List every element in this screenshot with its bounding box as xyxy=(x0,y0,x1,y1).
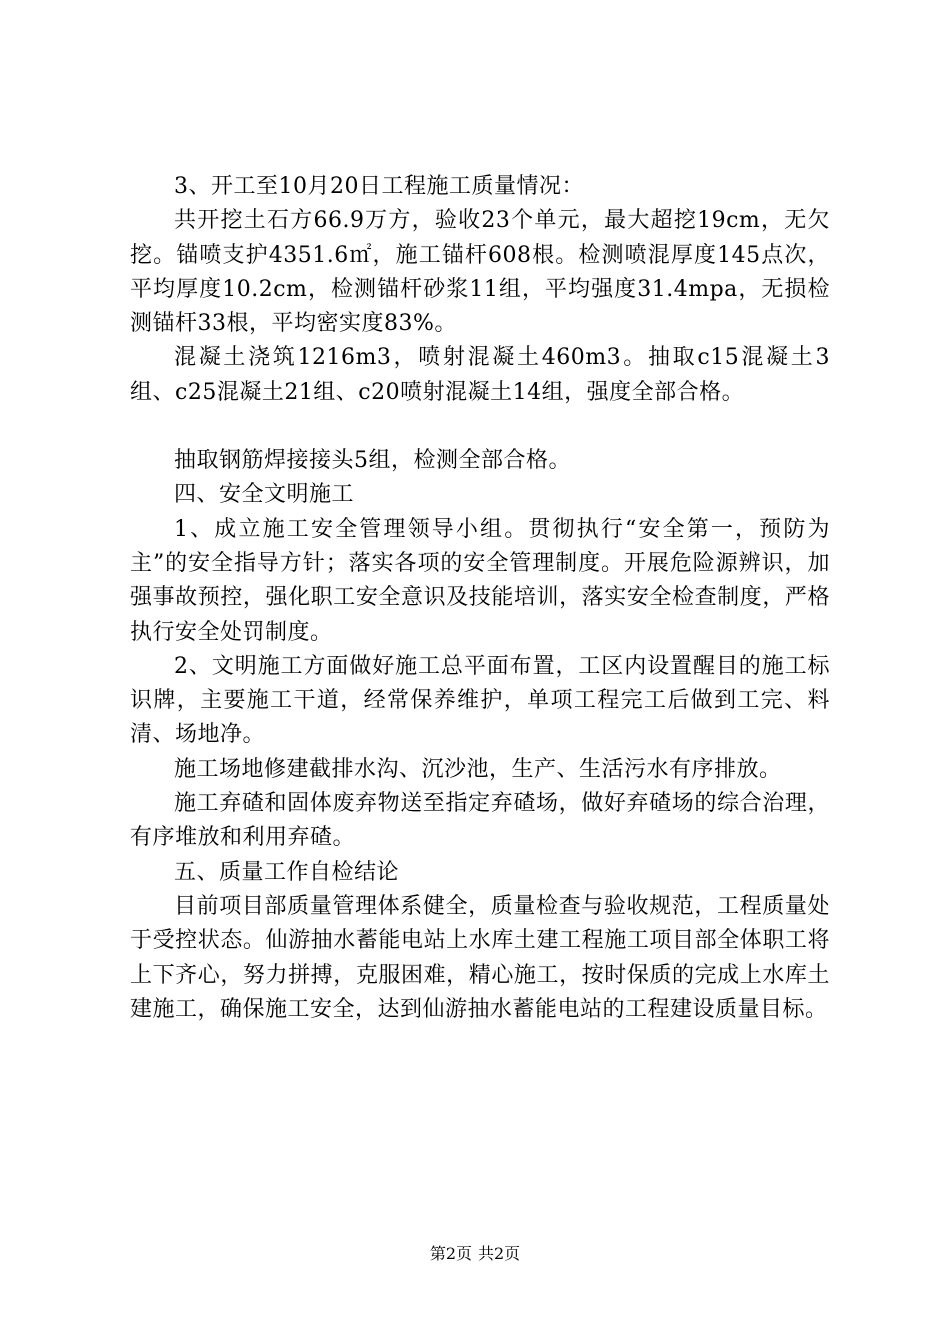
page-footer xyxy=(0,1244,950,1264)
paragraph-concrete: 混凝土浇筑1216m3，喷射混凝土460m3。抽取c15混凝土3组、c25混凝土21组、c20喷射混凝土14组，强度全部合格。 xyxy=(130,345,830,405)
paragraph-conclusion: 目前项目部质量管理体系健全，质量检查与验收规范，工程质量处于受控状态。仙游抽水蓄能电站上水库土建工程施工项目部全体职工将上下齐心，努力拼搏，克服困难，精心施工，按时保质的完成上水库土建施工，确保施工安全，达到仙游抽水蓄能电站的工程建设质量目标。 xyxy=(130,893,830,1022)
paragraph-drainage: 施工场地修建截排水沟、沉沙池，生产、生活污水有序排放。 xyxy=(174,756,782,782)
paragraph-safety-management: 1、成立施工安全管理领导小组。贯彻执行“安全第一，预防为主”的安全指导方针；落实各项的安全管理制度。开展危险源辨识，加强事故预控，强化职工安全意识及技能培训，落实安全检查制度，严格执行安全处罚制度。 xyxy=(130,516,830,645)
section-heading-conclusion: 五、质量工作自检结论 xyxy=(174,859,400,885)
paragraph-waste: 施工弃碴和固体废弃物送至指定弃碴场，做好弃碴场的综合治理，有序堆放和利用弃碴。 xyxy=(130,791,830,851)
page-number-current: 第2页 xyxy=(429,1244,472,1263)
document-body xyxy=(130,170,830,1027)
paragraph-welding: 抽取钢筋焊接接头5组，检测全部合格。 xyxy=(174,448,571,474)
section-heading-safety: 四、安全文明施工 xyxy=(174,482,355,508)
page-number-total: 共2页 xyxy=(478,1244,521,1263)
paragraph-excavation: 共开挖土石方66.9万方，验收23个单元，最大超挖19cm，无欠挖。锚喷支护4351.6㎡，施工锚杆608根。检测喷混厚度145点次，平均厚度10.2cm，检测锚杆砂浆11组，平均强度31.4mpa，无损检测锚杆33根，平均密实度83%。 xyxy=(130,208,830,337)
paragraph-civilized-construction: 2、文明施工方面做好施工总平面布置，工区内设置醒目的施工标识牌，主要施工干道，经常保养维护，单项工程完工后做到工完、料清、场地净。 xyxy=(130,653,830,748)
paragraph-quality-heading: 3、开工至10月20日工程施工质量情况： xyxy=(174,174,584,199)
